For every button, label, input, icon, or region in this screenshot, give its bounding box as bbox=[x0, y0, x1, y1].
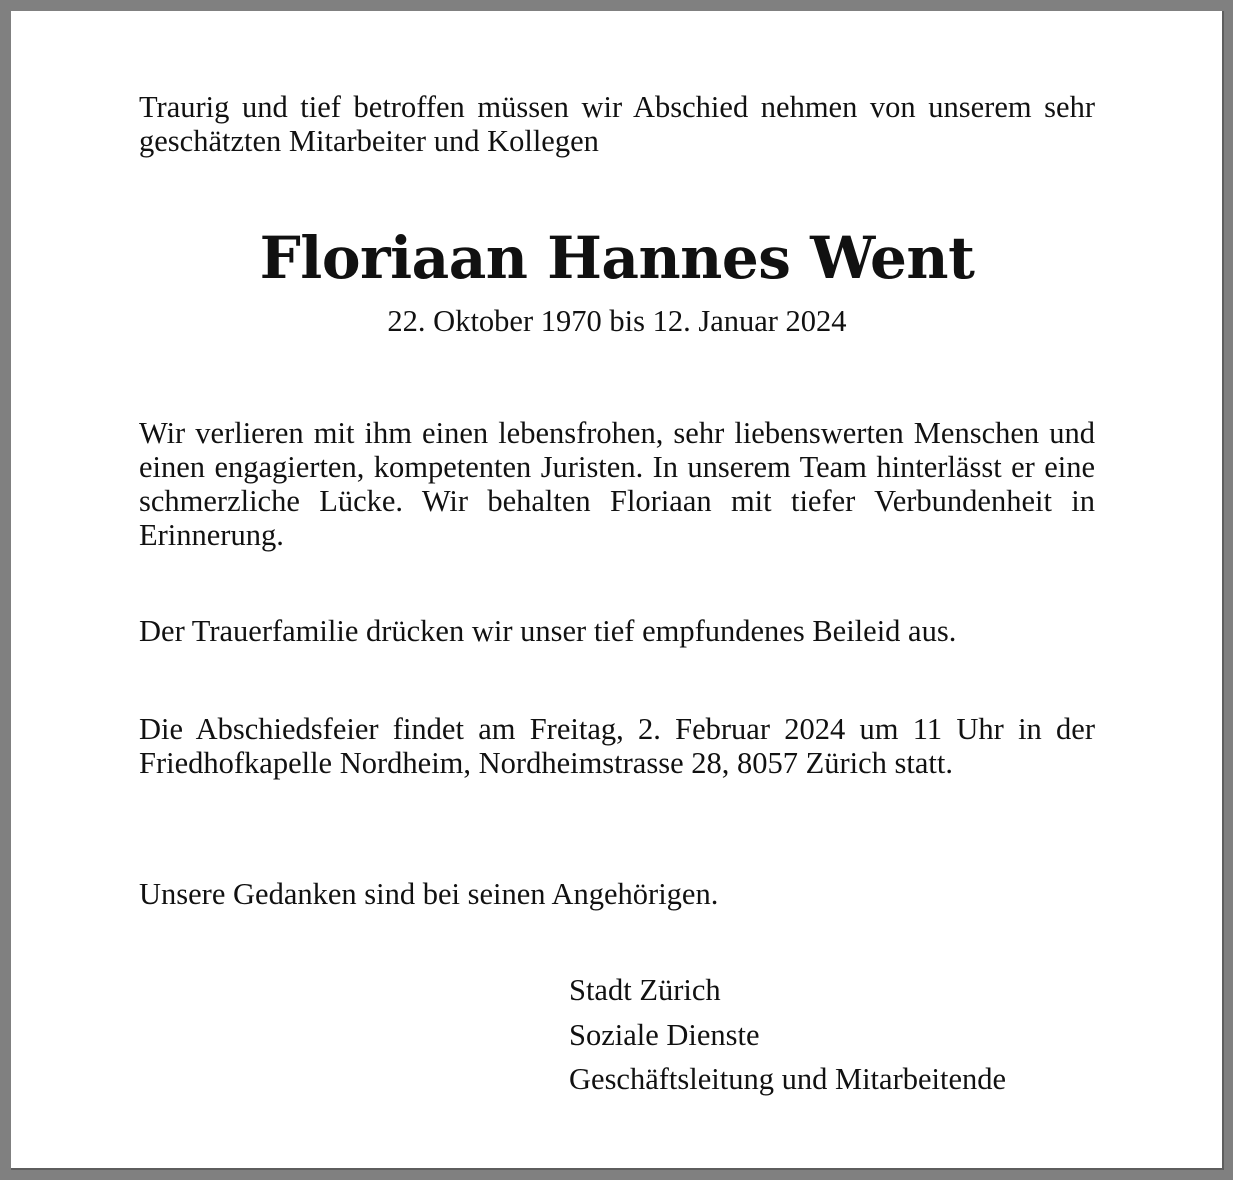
obituary-notice bbox=[11, 11, 1222, 1168]
page-shadow-bottom bbox=[11, 1168, 1224, 1170]
signature-block bbox=[569, 968, 1006, 1102]
closing-paragraph: Unsere Gedanken sind bei seinen Angehörigen. bbox=[139, 877, 719, 911]
signature-line-department: Soziale Dienste bbox=[569, 1017, 760, 1052]
ceremony-paragraph: Die Abschiedsfeier findet am Freitag, 2. Februar 2024 um 11 Uhr in der Friedhofkapelle Nordheim, Nordheimstrasse 28, 8057 Zürich statt. bbox=[139, 712, 1095, 780]
condolence-paragraph: Der Trauerfamilie drücken wir unser tief empfundenes Beileid aus. bbox=[139, 614, 957, 648]
signature-line-organization: Stadt Zürich bbox=[569, 973, 721, 1007]
intro-text: Traurig und tief betroffen müssen wir Abschied nehmen von unserem sehr geschätzten Mitarbeiter und Kollegen bbox=[139, 90, 1095, 158]
deceased-name: Floriaan Hannes Went bbox=[259, 224, 975, 292]
page-shadow-right bbox=[1222, 11, 1224, 1170]
signature-line-team: Geschäftsleitung und Mitarbeitende bbox=[569, 1062, 1007, 1096]
life-dates: 22. Oktober 1970 bis 12. Januar 2024 bbox=[387, 304, 847, 338]
tribute-paragraph: Wir verlieren mit ihm einen lebensfrohen, sehr liebenswerten Menschen und einen engagierten, kompetenten Juristen. In unserem Team hinterlässt er eine schmerzliche Lücke. Wir behalten Floriaan mit tiefer Verbundenheit in Erinnerung. bbox=[139, 416, 1095, 552]
